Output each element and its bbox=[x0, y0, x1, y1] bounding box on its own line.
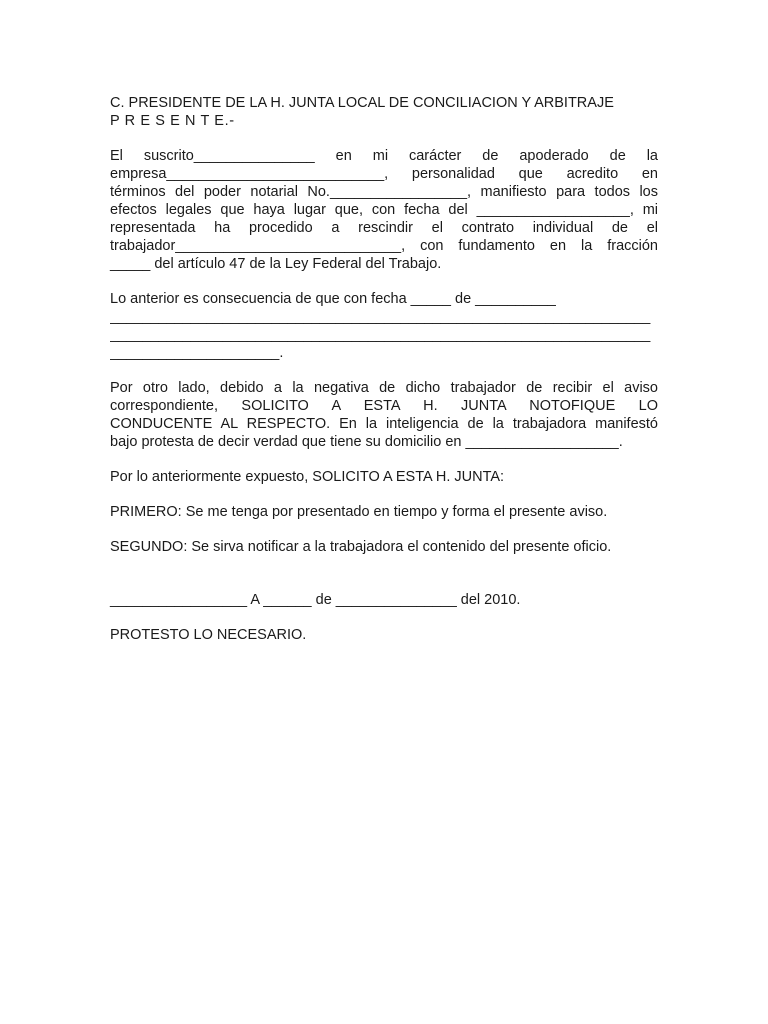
date-place-line: _________________ A ______ de _______________ del 2010. bbox=[110, 592, 521, 608]
paragraph-solicito: Por lo anteriormente expuesto, SOLICITO A ESTA H. JUNTA: bbox=[110, 469, 505, 485]
blank-line: _____________________. bbox=[110, 345, 284, 361]
paragraph-line: representada ha procedido a rescindir el contrato individual de el bbox=[110, 220, 658, 236]
blank-line: ___________________________________________________________________ bbox=[110, 309, 651, 325]
petition-segundo: SEGUNDO: Se sirva notificar a la trabajadora el contenido del presente oficio. bbox=[110, 539, 612, 555]
paragraph-line: bajo protesta de decir verdad que tiene su domicilio en ___________________. bbox=[110, 434, 623, 450]
paragraph-line: efectos legales que haya lugar que, con fecha del ___________________, mi bbox=[110, 202, 658, 218]
paragraph-consecuencia bbox=[110, 290, 658, 362]
document-body bbox=[110, 94, 658, 644]
paragraph-negativa bbox=[110, 379, 658, 451]
paragraph-line: correspondiente, SOLICITO A ESTA H. JUNTA NOTOFIQUE LO bbox=[110, 398, 658, 414]
petition-primero: PRIMERO: Se me tenga por presentado en tiempo y forma el presente aviso. bbox=[110, 504, 608, 520]
paragraph-line: términos del poder notarial No._________________, manifiesto para todos los bbox=[110, 184, 658, 200]
paragraph-line: _____ del artículo 47 de la Ley Federal del Trabajo. bbox=[110, 256, 442, 272]
paragraph-line: Por otro lado, debido a la negativa de dicho trabajador de recibir el aviso bbox=[110, 380, 658, 396]
presente-heading: P R E S E N T E.- bbox=[110, 113, 235, 129]
addressee-heading: C. PRESIDENTE DE LA H. JUNTA LOCAL DE CONCILIACION Y ARBITRAJE bbox=[110, 95, 614, 111]
paragraph-line: El suscrito_______________ en mi carácter de apoderado de la bbox=[110, 148, 658, 164]
paragraph-line: CONDUCENTE AL RESPECTO. En la inteligencia de la trabajadora manifestó bbox=[110, 416, 658, 432]
paragraph-line: Lo anterior es consecuencia de que con fecha _____ de __________ bbox=[110, 291, 556, 307]
paragraph-line: empresa___________________________, personalidad que acredito en bbox=[110, 166, 658, 182]
blank-line: ___________________________________________________________________ bbox=[110, 327, 651, 343]
paragraph-line: trabajador____________________________, con fundamento en la fracción bbox=[110, 238, 658, 254]
closing-statement: PROTESTO LO NECESARIO. bbox=[110, 627, 307, 643]
paragraph-suscrito bbox=[110, 147, 658, 273]
